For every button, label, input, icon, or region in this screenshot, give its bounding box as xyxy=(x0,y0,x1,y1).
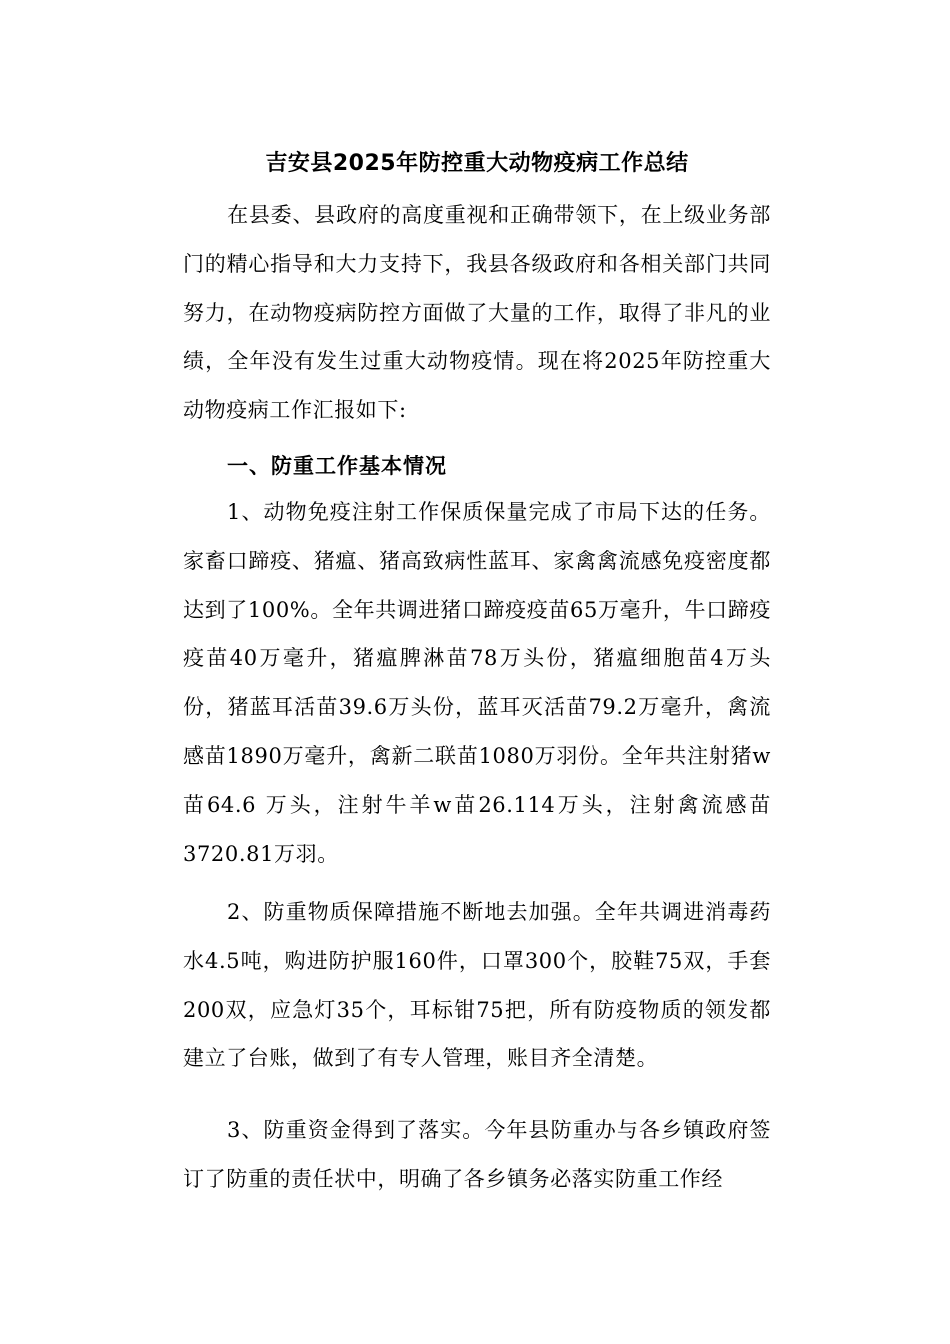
document-title: 吉安县2025年防控重大动物疫病工作总结 xyxy=(265,151,689,176)
item-2-paragraph xyxy=(183,888,771,1083)
item-2-text: 2、防重物质保障措施不断地去加强。全年共调进消毒药水4.5吨，购进防护服160件，口罩300个，胶鞋75双，手套200双，应急灯35个，耳标钳75把，所有防疫物质的领发都建立了台账，做到了有专人管理，账目齐全清楚。 xyxy=(183,900,771,1071)
intro-paragraph xyxy=(183,191,771,435)
item-3-text: 3、防重资金得到了落实。今年县防重办与各乡镇政府签订了防重的责任状中，明确了各乡镇务必落实防重工作经 xyxy=(183,1118,771,1191)
item-1-paragraph xyxy=(183,488,771,878)
intro-text: 在县委、县政府的高度重视和正确带领下，在上级业务部门的精心指导和大力支持下，我县各级政府和各相关部门共同努力，在动物疫病防控方面做了大量的工作，取得了非凡的业绩，全年没有发生过重大动物疫情。现在将2025年防控重大动物疫病工作汇报如下: xyxy=(183,203,771,423)
section-heading: 一、防重工作基本情况 xyxy=(227,454,447,478)
item-3-paragraph xyxy=(183,1106,771,1204)
item-1-text: 1、动物免疫注射工作保质保量完成了市局下达的任务。家畜口蹄疫、猪瘟、猪高致病性蓝耳、家禽禽流感免疫密度都达到了100%。全年共调进猪口蹄疫疫苗65万毫升，牛口蹄疫疫苗40万毫升，猪瘟脾淋苗78万头份，猪瘟细胞苗4万头份，猪蓝耳活苗39.6万头份，蓝耳灭活苗79.2万毫升，禽流感苗1890万毫升，禽新二联苗1080万羽份。全年共注射猪w苗64.6 万头，注射牛羊w苗26.114万头，注射禽流感苗3720.81万羽。 xyxy=(183,500,771,866)
